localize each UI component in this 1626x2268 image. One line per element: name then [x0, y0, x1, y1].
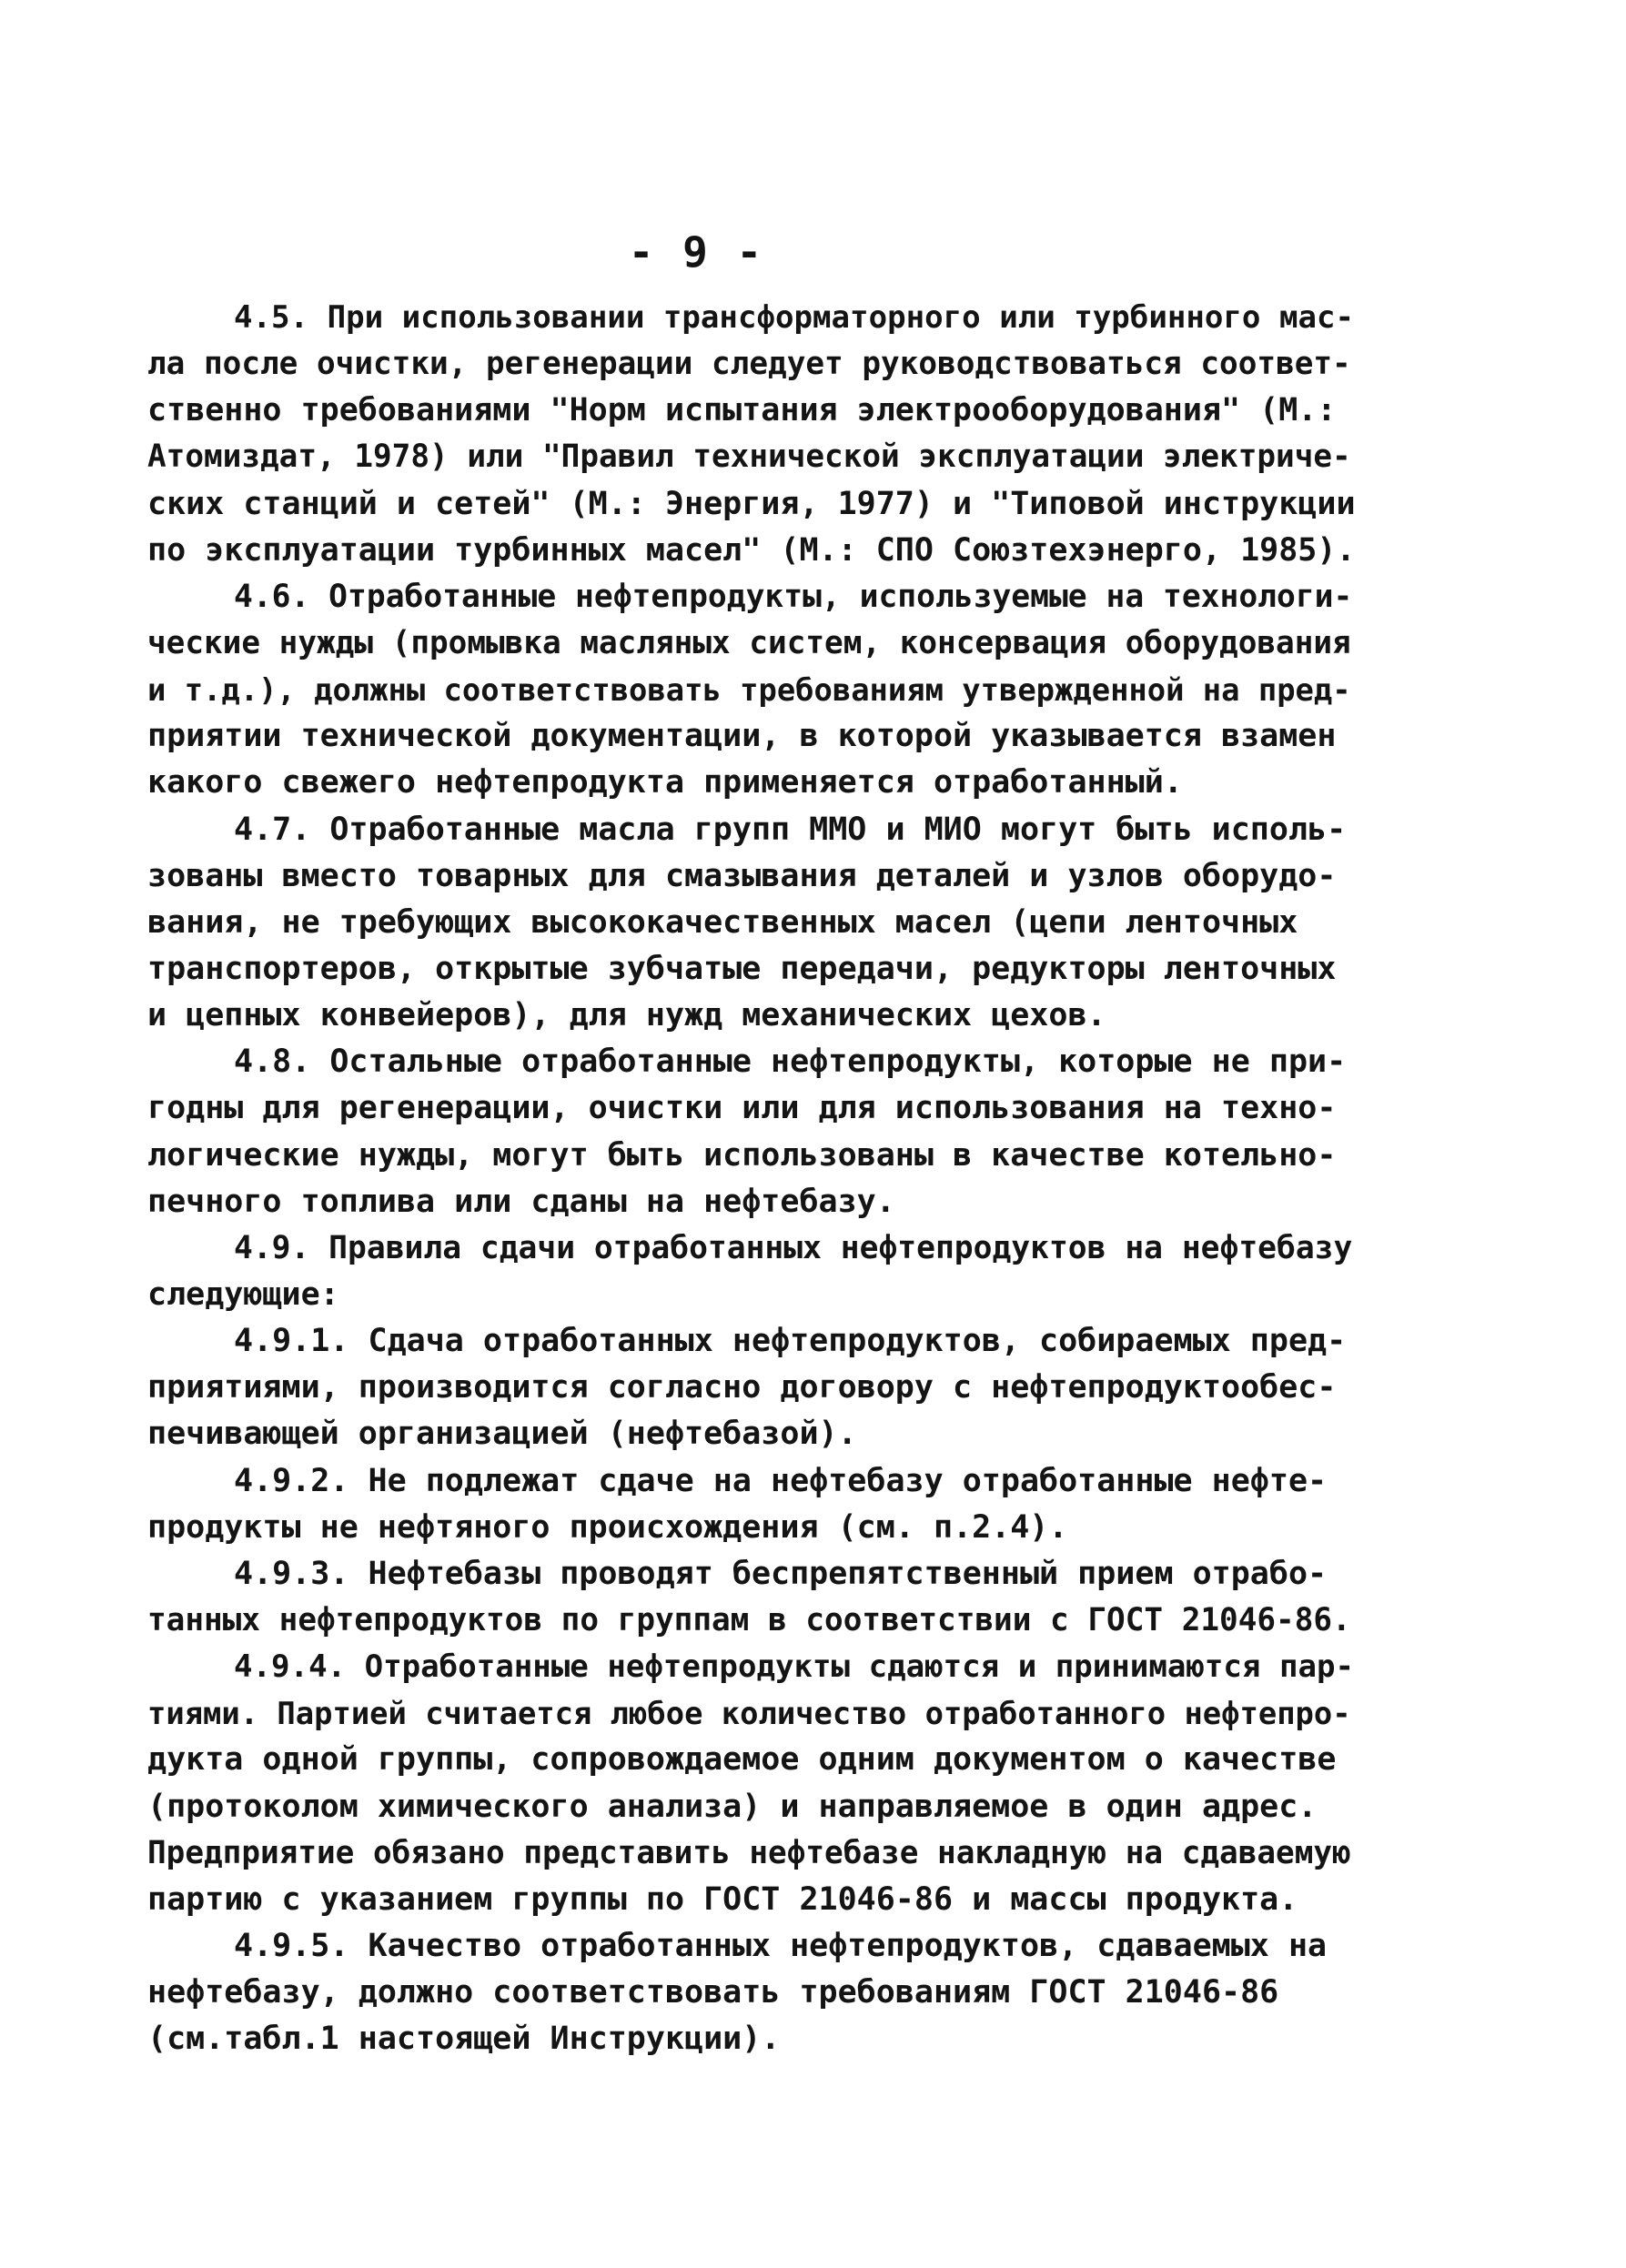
text-line: приятии технической документации, в которой указывается взамен [147, 718, 1337, 755]
text-line: следующие: [147, 1275, 339, 1313]
text-line: ственно требованиями "Норм испытания электрооборудования" (М.: [147, 392, 1337, 429]
text-line: 4.5. При использовании трансформаторного или турбинного мас- [234, 299, 1355, 336]
text-line: ческие нужды (промывка масляных систем, консервация оборудования [147, 624, 1351, 661]
text-line: 4.6. Отработанные нефтепродукты, используемые на технологи- [234, 578, 1353, 615]
text-line: 4.9.3. Нефтебазы проводят беспрепятственный прием отрабо- [234, 1555, 1328, 1592]
text-line: нефтебазу, должно соответствовать требованиям ГОСТ 21046-86 [147, 1974, 1279, 2011]
text-line: годны для регенерации, очистки или для использования на техно- [147, 1090, 1337, 1127]
text-line: и т.д.), должны соответствовать требованиям утвержденной на пред- [147, 672, 1351, 709]
text-line: 4.9.1. Сдача отработанных нефтепродуктов, собираемых пред- [234, 1323, 1347, 1360]
text-line: печного топлива или сданы на нефтебазу. [147, 1183, 895, 1220]
text-line: ла после очистки, регенерации следует руководствоваться соответ- [147, 346, 1351, 383]
text-line: приятиями, производится согласно договору с нефтепродуктообес- [147, 1369, 1337, 1406]
text-line: (см.табл.1 настоящей Инструкции). [147, 2021, 781, 2058]
text-line: логические нужды, могут быть использованы в качестве котельно- [147, 1136, 1337, 1174]
text-line: какого свежего нефтепродукта применяется отработанный. [147, 764, 1183, 801]
text-line: вания, не требующих высококачественных масел (цепи ленточных [147, 903, 1298, 941]
text-line: (протоколом химического анализа) и направляемое в один адрес. [147, 1788, 1318, 1825]
text-line: партию с указанием группы по ГОСТ 21046-86 и массы продукта. [147, 1880, 1298, 1918]
text-line: Атомиздат, 1978) или "Правил технической эксплуатации электриче- [147, 438, 1351, 476]
page-number: - 9 - [628, 227, 764, 277]
text-line: по эксплуатации турбинных масел" (М.: СПО Союзтехэнерго, 1985). [147, 531, 1356, 569]
text-line: продукты не нефтяного происхождения (см. п.2.4). [147, 1508, 1068, 1546]
text-line: 4.8. Остальные отработанные нефтепродукты, которые не при- [234, 1043, 1347, 1081]
text-line: 4.9.2. Не подлежат сдаче на нефтебазу отработанные нефте- [234, 1462, 1328, 1499]
text-line: печивающей организацией (нефтебазой). [147, 1416, 857, 1453]
text-line: Предприятие обязано представить нефтебазе накладную на сдаваемую [147, 1834, 1351, 1871]
text-line: 4.7. Отработанные масла групп ММО и МИО могут быть исполь- [234, 811, 1347, 848]
text-line: 4.9.4. Отработанные нефтепродукты сдаются и принимаются пар- [234, 1648, 1355, 1686]
text-line: зованы вместо товарных для смазывания деталей и узлов оборудо- [147, 857, 1337, 894]
text-line: танных нефтепродуктов по группам в соответствии с ГОСТ 21046-86. [147, 1601, 1351, 1638]
text-line: транспортеров, открытые зубчатые передачи, редукторы ленточных [147, 950, 1337, 987]
text-line: дукта одной группы, сопровождаемое одним документом о качестве [147, 1741, 1337, 1779]
body-text [147, 295, 1358, 2062]
text-line: ских станций и сетей" (М.: Энергия, 1977) и "Типовой инструкции [147, 485, 1356, 522]
text-line: и цепных конвейеров), для нужд механических цехов. [147, 997, 1106, 1034]
text-line: 4.9.5. Качество отработанных нефтепродуктов, сдаваемых на [234, 1927, 1328, 1964]
text-line: тиями. Партией считается любое количество отработанного нефтепро- [147, 1696, 1351, 1732]
text-line: 4.9. Правила сдачи отработанных нефтепродуктов на нефтебазу [234, 1229, 1353, 1266]
